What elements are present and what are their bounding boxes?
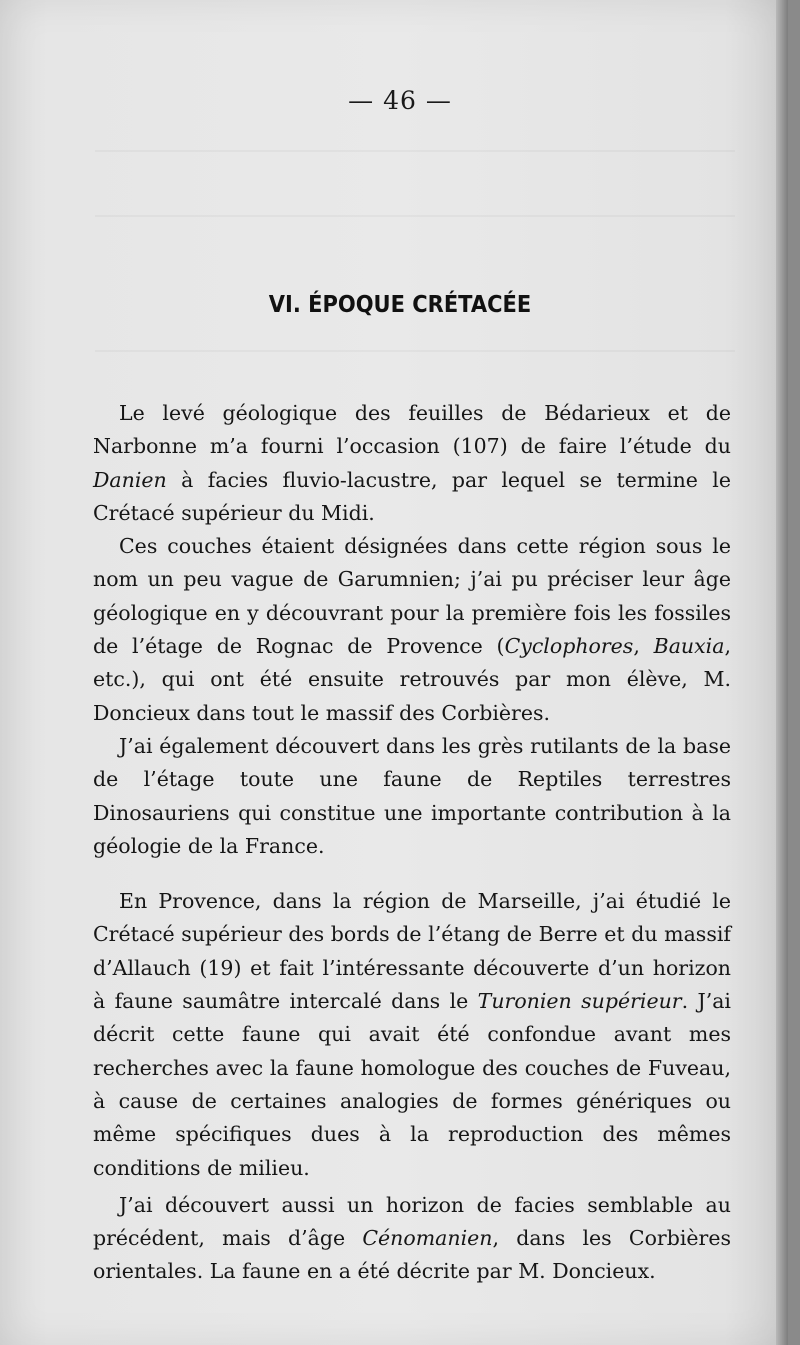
text-run: Le levé géologique des feuilles de Bédarieux et de Narbonne m’a fourni l’occasion (107) de faire l’étude du [93,401,731,459]
bleed-through-line [95,215,735,217]
italic-term: Turonien supérieur [477,989,682,1014]
text-run: , dans les Corbières orientales. La faune en a été décrite par M. Doncieux. [93,1226,731,1284]
italic-term: Cyclophores [504,634,634,659]
bleed-through-line [95,350,735,352]
paragraph-provence [93,885,731,1185]
bleed-through-line [95,150,735,152]
page-number: — 46 — [348,86,452,115]
section-heading: VI. ÉPOQUE CRÉTACÉE [268,290,532,318]
text-run: , [633,634,654,659]
paragraph-cenomanien [93,1189,731,1289]
paragraph-dinosauriens [93,730,731,863]
italic-term: Bauxia [653,634,725,659]
text-run: J’ai également découvert dans les grès rutilants de la base de l’étage toute une faune de Reptiles terrestres Dinosauriens qui constitue une importante contribution à la géologie de la France. [93,733,731,858]
text-run: En Provence, dans la région de Marseille, j’ai étudié le Crétacé supérieur des bords de l’étang de Berre et du massif d’Allauch (19) et fait l’intéressante découverte d’un horizon à faune saumâtre intercalé dans le [93,889,731,1014]
text-run: , etc.), qui ont été ensuite retrouvés par mon élève, M. Doncieux dans tout le massif des Corbières. [93,634,731,725]
body-text [93,397,731,1289]
text-run: J’ai découvert aussi un horizon de facies semblable au précédent, mais d’âge [93,1192,731,1251]
italic-term: Cénomanien [362,1226,493,1251]
text-run: Ces couches étaient désignées dans cette région sous le nom un peu vague de Garumnien; j’ai pu préciser leur âge géologique en y découvrant pour la première fois les fossiles de l’étage de Rognac de Provence ( [93,534,731,659]
italic-term: Danien [93,467,167,492]
page-edge-shadow [776,0,788,1345]
paragraph-garumnien [93,530,731,730]
paragraph-danien [93,397,731,530]
text-run: à facies fluvio-lacustre, par lequel se termine le Crétacé supérieur du Midi. [93,467,731,525]
text-run: . J’ai décrit cette faune qui avait été confondue avant mes recherches avec la faune homologue des couches de Fuveau, à cause de certaines analogies de formes génériques ou même spécifiques dues à la reproduction des mêmes conditions de milieu. [93,989,731,1180]
